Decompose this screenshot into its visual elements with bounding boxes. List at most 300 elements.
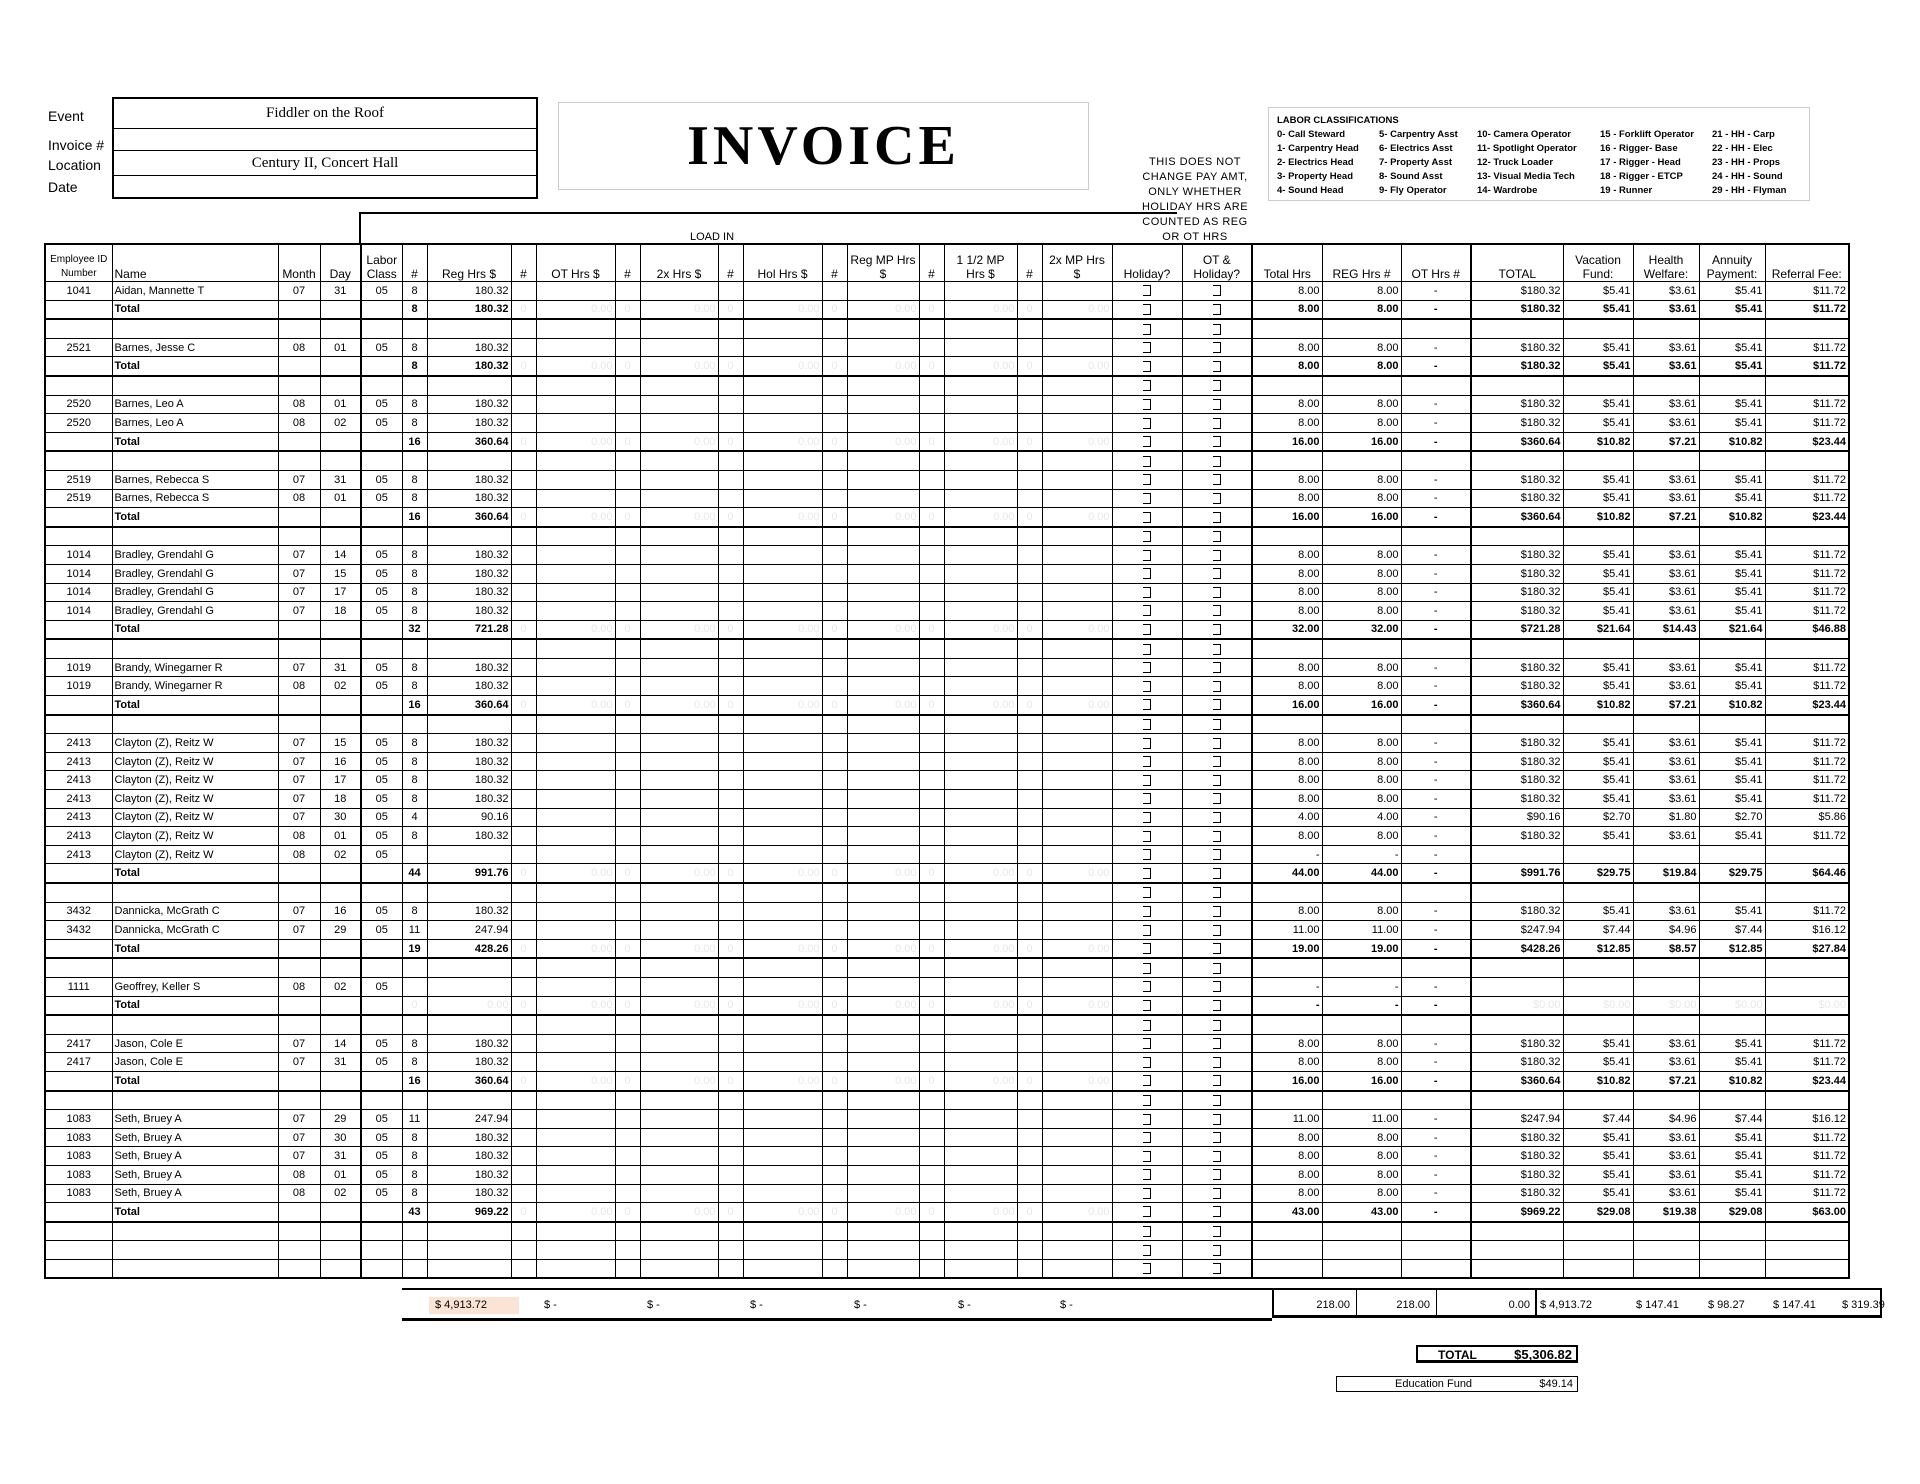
holiday-checkbox-icon[interactable] [1143, 812, 1151, 823]
holiday-checkbox-icon[interactable] [1143, 1206, 1151, 1217]
ot-holiday-checkbox-icon[interactable] [1213, 1188, 1221, 1199]
cell[interactable] [1182, 996, 1252, 1015]
cell[interactable] [1112, 527, 1182, 546]
cell [361, 883, 402, 902]
cell: 0 [718, 864, 743, 883]
location-value[interactable]: Century II, Concert Hall [114, 151, 536, 176]
cell: 8.00 [1252, 1184, 1322, 1203]
ot-holiday-checkbox-icon[interactable] [1213, 418, 1221, 429]
cell[interactable] [1182, 790, 1252, 809]
cell[interactable] [1182, 300, 1252, 319]
holiday-checkbox-icon[interactable] [1143, 1188, 1151, 1199]
cell[interactable] [1112, 1184, 1182, 1203]
cell[interactable] [1182, 1147, 1252, 1166]
holiday-checkbox-icon[interactable] [1143, 285, 1151, 296]
cell[interactable] [1112, 1222, 1182, 1241]
cell [640, 1053, 718, 1072]
ot-holiday-checkbox-icon[interactable] [1213, 963, 1221, 974]
holiday-checkbox-icon[interactable] [1143, 644, 1151, 655]
cell[interactable] [1112, 1015, 1182, 1034]
holiday-checkbox-icon[interactable] [1143, 587, 1151, 598]
holiday-checkbox-icon[interactable] [1143, 380, 1151, 391]
ot-holiday-checkbox-icon[interactable] [1213, 399, 1221, 410]
cell [822, 1184, 847, 1203]
cell: $11.72 [1765, 395, 1849, 414]
cell: Clayton (Z), Reitz W [112, 752, 278, 771]
cell[interactable] [1182, 1259, 1252, 1278]
holiday-checkbox-icon[interactable] [1143, 868, 1151, 879]
cell[interactable] [1112, 1203, 1182, 1222]
ot-holiday-checkbox-icon[interactable] [1213, 1095, 1221, 1106]
cell: - [1401, 282, 1471, 301]
cell[interactable] [1182, 1110, 1252, 1129]
holiday-checkbox-icon[interactable] [1143, 1151, 1151, 1162]
cell [615, 282, 640, 301]
holiday-checkbox-icon[interactable] [1143, 493, 1151, 504]
holiday-checkbox-icon[interactable] [1143, 531, 1151, 542]
cell: $11.72 [1765, 583, 1849, 602]
cell [847, 338, 919, 357]
holiday-checkbox-icon[interactable] [1143, 1226, 1151, 1237]
cell[interactable] [1182, 602, 1252, 621]
holiday-checkbox-icon[interactable] [1143, 512, 1151, 523]
ot-holiday-checkbox-icon[interactable] [1213, 436, 1221, 447]
ot-holiday-checkbox-icon[interactable] [1213, 1000, 1221, 1011]
cell: 08 [278, 827, 320, 846]
cell [718, 808, 743, 827]
cell[interactable] [1112, 696, 1182, 715]
ot-holiday-checkbox-icon[interactable] [1213, 1020, 1221, 1031]
holiday-checkbox-icon[interactable] [1143, 324, 1151, 335]
cell[interactable] [1182, 432, 1252, 451]
cell[interactable] [1182, 921, 1252, 940]
ot-holiday-checkbox-icon[interactable] [1213, 812, 1221, 823]
cell [1042, 1015, 1112, 1034]
cell[interactable] [1182, 1184, 1252, 1203]
cell[interactable] [1182, 282, 1252, 301]
cell[interactable] [1112, 564, 1182, 583]
cell[interactable] [1112, 715, 1182, 734]
ot-holiday-checkbox-icon[interactable] [1213, 1245, 1221, 1256]
holiday-checkbox-icon[interactable] [1143, 1114, 1151, 1125]
cell: 31 [320, 282, 361, 301]
ot-holiday-checkbox-icon[interactable] [1213, 304, 1221, 315]
cell[interactable] [1182, 451, 1252, 470]
cell[interactable] [1112, 752, 1182, 771]
cell[interactable] [1182, 338, 1252, 357]
cell [511, 921, 536, 940]
cell[interactable] [1182, 564, 1252, 583]
holiday-checkbox-icon[interactable] [1143, 699, 1151, 710]
holiday-checkbox-icon[interactable] [1143, 1095, 1151, 1106]
ot-holiday-checkbox-icon[interactable] [1213, 474, 1221, 485]
cell[interactable] [1112, 1110, 1182, 1129]
holiday-checkbox-icon[interactable] [1143, 906, 1151, 917]
cell[interactable] [1182, 771, 1252, 790]
cell: 0 [1017, 508, 1042, 527]
ot-holiday-checkbox-icon[interactable] [1213, 531, 1221, 542]
cell[interactable] [1112, 1071, 1182, 1090]
cell: - [1401, 1110, 1471, 1129]
cell[interactable] [1112, 827, 1182, 846]
cell: $5.41 [1563, 470, 1633, 489]
cell[interactable] [1182, 696, 1252, 715]
cell[interactable] [1112, 432, 1182, 451]
holiday-checkbox-icon[interactable] [1143, 662, 1151, 673]
labor-class-column [1712, 128, 1802, 198]
cell[interactable] [1182, 1241, 1252, 1260]
cell: 2520 [45, 414, 112, 433]
cell[interactable] [1112, 845, 1182, 864]
cell[interactable] [1182, 1128, 1252, 1147]
ot-holiday-checkbox-icon[interactable] [1213, 943, 1221, 954]
holiday-checkbox-icon[interactable] [1143, 738, 1151, 749]
cell[interactable] [1112, 771, 1182, 790]
cell [640, 883, 718, 902]
cell[interactable] [1182, 1091, 1252, 1110]
cell[interactable] [1112, 658, 1182, 677]
cell[interactable] [1112, 357, 1182, 376]
ot-holiday-checkbox-icon[interactable] [1213, 550, 1221, 561]
cell [320, 300, 361, 319]
cell[interactable] [1182, 546, 1252, 565]
holiday-checkbox-icon[interactable] [1143, 887, 1151, 898]
cell[interactable] [1112, 808, 1182, 827]
ot-holiday-checkbox-icon[interactable] [1213, 1075, 1221, 1086]
cell [1042, 771, 1112, 790]
cell [743, 395, 822, 414]
cell: 8.00 [1322, 546, 1401, 565]
cell [1017, 1241, 1042, 1260]
cell: $247.94 [1471, 1110, 1563, 1129]
cell[interactable] [1112, 508, 1182, 527]
ot-holiday-checkbox-icon[interactable] [1213, 719, 1221, 730]
ot-holiday-checkbox-icon[interactable] [1213, 868, 1221, 879]
cell[interactable] [1112, 1259, 1182, 1278]
cell[interactable] [1112, 902, 1182, 921]
cell: $29.08 [1563, 1203, 1633, 1222]
cell[interactable] [1182, 583, 1252, 602]
cell[interactable] [1182, 620, 1252, 639]
cell: 8 [402, 357, 427, 376]
cell[interactable] [1182, 845, 1252, 864]
ot-holiday-checkbox-icon[interactable] [1213, 456, 1221, 467]
cell[interactable] [1182, 1165, 1252, 1184]
cell[interactable] [1112, 583, 1182, 602]
holiday-checkbox-icon[interactable] [1143, 436, 1151, 447]
cell[interactable] [1182, 1034, 1252, 1053]
cell [1017, 808, 1042, 827]
cell [615, 489, 640, 508]
holiday-checkbox-icon[interactable] [1143, 1000, 1151, 1011]
cell: 4 [402, 808, 427, 827]
cell [536, 1147, 615, 1166]
cell[interactable] [1112, 921, 1182, 940]
cell: - [1401, 658, 1471, 677]
cell: $64.46 [1765, 864, 1849, 883]
cell[interactable] [1182, 489, 1252, 508]
cell: 180.32 [427, 658, 511, 677]
cell[interactable] [1182, 376, 1252, 395]
cell: - [1401, 564, 1471, 583]
cell: 05 [361, 414, 402, 433]
cell[interactable] [1112, 734, 1182, 753]
ot-holiday-checkbox-icon[interactable] [1213, 285, 1221, 296]
cell[interactable] [1182, 808, 1252, 827]
holiday-checkbox-icon[interactable] [1143, 963, 1151, 974]
holiday-checkbox-icon[interactable] [1143, 474, 1151, 485]
cell[interactable] [1182, 715, 1252, 734]
cell [944, 1184, 1017, 1203]
holiday-checkbox-icon[interactable] [1143, 568, 1151, 579]
holiday-checkbox-icon[interactable] [1143, 756, 1151, 767]
cell[interactable] [1112, 489, 1182, 508]
ot-holiday-checkbox-icon[interactable] [1213, 775, 1221, 786]
cell: - [1401, 470, 1471, 489]
cell[interactable] [1182, 977, 1252, 996]
cell[interactable] [1112, 300, 1182, 319]
ot-holiday-checkbox-icon[interactable] [1213, 1206, 1221, 1217]
column-header: REG Hrs # [1322, 244, 1401, 282]
cell: 1014 [45, 564, 112, 583]
cell [944, 1053, 1017, 1072]
cell [511, 1147, 536, 1166]
invoice-number-value[interactable] [114, 129, 536, 151]
holiday-checkbox-icon[interactable] [1143, 719, 1151, 730]
cell [1401, 527, 1471, 546]
ot-holiday-checkbox-icon[interactable] [1213, 512, 1221, 523]
cell[interactable] [1112, 1165, 1182, 1184]
cell: $27.84 [1765, 939, 1849, 958]
cell [743, 977, 822, 996]
holiday-checkbox-icon[interactable] [1143, 831, 1151, 842]
holiday-checkbox-icon[interactable] [1143, 849, 1151, 860]
cell[interactable] [1182, 734, 1252, 753]
cell [718, 752, 743, 771]
summary-total: $ 4,913.72 [1540, 1299, 1592, 1311]
cell[interactable] [1112, 1091, 1182, 1110]
cell[interactable] [1182, 639, 1252, 658]
ot-holiday-checkbox-icon[interactable] [1213, 1114, 1221, 1125]
cell [1252, 1259, 1322, 1278]
cell [1017, 1165, 1042, 1184]
ot-holiday-checkbox-icon[interactable] [1213, 1038, 1221, 1049]
ot-holiday-checkbox-icon[interactable] [1213, 981, 1221, 992]
ot-holiday-checkbox-icon[interactable] [1213, 1057, 1221, 1068]
holiday-checkbox-icon[interactable] [1143, 342, 1151, 353]
cell[interactable] [1112, 602, 1182, 621]
holiday-checkbox-icon[interactable] [1143, 624, 1151, 635]
holiday-checkbox-icon[interactable] [1143, 943, 1151, 954]
holiday-checkbox-icon[interactable] [1143, 605, 1151, 616]
header-info-box [112, 97, 538, 199]
event-value[interactable]: Fiddler on the Roof [114, 99, 536, 129]
cell [944, 1165, 1017, 1184]
table-row [45, 752, 1849, 771]
cell[interactable] [1182, 319, 1252, 338]
table-row [45, 564, 1849, 583]
cell[interactable] [1182, 1053, 1252, 1072]
cell[interactable] [1182, 658, 1252, 677]
ot-holiday-checkbox-icon[interactable] [1213, 493, 1221, 504]
cell[interactable] [1112, 451, 1182, 470]
ot-holiday-checkbox-icon[interactable] [1213, 831, 1221, 842]
cell: $3.61 [1633, 752, 1699, 771]
cell [944, 583, 1017, 602]
cell[interactable] [1112, 790, 1182, 809]
cell: 0.00 [847, 357, 919, 376]
cell [944, 658, 1017, 677]
cell [1563, 845, 1633, 864]
cell: 07 [278, 1053, 320, 1072]
cell[interactable] [1112, 282, 1182, 301]
holiday-checkbox-icon[interactable] [1143, 456, 1151, 467]
cell[interactable] [1112, 677, 1182, 696]
cell[interactable] [1112, 1034, 1182, 1053]
cell[interactable] [1112, 414, 1182, 433]
cell [743, 715, 822, 734]
cell[interactable] [1112, 319, 1182, 338]
ot-holiday-checkbox-icon[interactable] [1213, 380, 1221, 391]
holiday-checkbox-icon[interactable] [1143, 1132, 1151, 1143]
cell[interactable] [1182, 1203, 1252, 1222]
ot-holiday-checkbox-icon[interactable] [1213, 605, 1221, 616]
holiday-checkbox-icon[interactable] [1143, 775, 1151, 786]
cell: 0.00 [944, 620, 1017, 639]
ot-holiday-checkbox-icon[interactable] [1213, 849, 1221, 860]
cell: $3.61 [1633, 489, 1699, 508]
ot-holiday-checkbox-icon[interactable] [1213, 1263, 1221, 1274]
holiday-checkbox-icon[interactable] [1143, 925, 1151, 936]
ot-holiday-checkbox-icon[interactable] [1213, 925, 1221, 936]
holiday-checkbox-icon[interactable] [1143, 1169, 1151, 1180]
ot-holiday-checkbox-icon[interactable] [1213, 887, 1221, 898]
holiday-checkbox-icon[interactable] [1143, 1263, 1151, 1274]
ot-holiday-checkbox-icon[interactable] [1213, 1169, 1221, 1180]
ot-holiday-checkbox-icon[interactable] [1213, 906, 1221, 917]
cell[interactable] [1182, 395, 1252, 414]
cell: $5.41 [1563, 677, 1633, 696]
cell [112, 451, 278, 470]
ot-holiday-checkbox-icon[interactable] [1213, 587, 1221, 598]
holiday-checkbox-icon[interactable] [1143, 418, 1151, 429]
cell[interactable] [1182, 527, 1252, 546]
cell[interactable] [1112, 620, 1182, 639]
cell[interactable] [1182, 939, 1252, 958]
ot-holiday-checkbox-icon[interactable] [1213, 738, 1221, 749]
cell [1765, 883, 1849, 902]
holiday-checkbox-icon[interactable] [1143, 981, 1151, 992]
cell: - [1401, 1071, 1471, 1090]
cell: 0 [511, 432, 536, 451]
cell[interactable] [1182, 752, 1252, 771]
ot-holiday-checkbox-icon[interactable] [1213, 624, 1221, 635]
cell [1699, 845, 1765, 864]
cell [944, 319, 1017, 338]
cell[interactable] [1112, 883, 1182, 902]
date-value[interactable] [114, 176, 536, 198]
cell[interactable] [1112, 338, 1182, 357]
ot-holiday-checkbox-icon[interactable] [1213, 568, 1221, 579]
ot-holiday-checkbox-icon[interactable] [1213, 644, 1221, 655]
cell[interactable] [1112, 546, 1182, 565]
cell[interactable] [1182, 883, 1252, 902]
holiday-checkbox-icon[interactable] [1143, 1038, 1151, 1049]
cell[interactable] [1112, 977, 1182, 996]
cell: $3.61 [1633, 827, 1699, 846]
cell[interactable] [1112, 470, 1182, 489]
cell [1401, 715, 1471, 734]
cell [1401, 319, 1471, 338]
ot-holiday-checkbox-icon[interactable] [1213, 1151, 1221, 1162]
holiday-checkbox-icon[interactable] [1143, 793, 1151, 804]
ot-holiday-checkbox-icon[interactable] [1213, 662, 1221, 673]
cell: 14 [320, 1034, 361, 1053]
holiday-checkbox-icon[interactable] [1143, 550, 1151, 561]
ot-holiday-checkbox-icon[interactable] [1213, 1226, 1221, 1237]
cell[interactable] [1182, 357, 1252, 376]
ot-holiday-checkbox-icon[interactable] [1213, 681, 1221, 692]
cell: 8 [402, 583, 427, 602]
cell[interactable] [1112, 639, 1182, 658]
cell[interactable] [1182, 1015, 1252, 1034]
cell[interactable] [1182, 902, 1252, 921]
cell[interactable] [1112, 996, 1182, 1015]
cell[interactable] [1182, 414, 1252, 433]
cell: 180.32 [427, 395, 511, 414]
ot-holiday-checkbox-icon[interactable] [1213, 1132, 1221, 1143]
cell [278, 620, 320, 639]
cell[interactable] [1182, 1071, 1252, 1090]
cell[interactable] [1112, 939, 1182, 958]
cell[interactable] [1112, 1053, 1182, 1072]
holiday-checkbox-icon[interactable] [1143, 1020, 1151, 1031]
ot-holiday-checkbox-icon[interactable] [1213, 324, 1221, 335]
cell[interactable] [1112, 1128, 1182, 1147]
cell[interactable] [1112, 1241, 1182, 1260]
cell[interactable] [1182, 508, 1252, 527]
cell[interactable] [1112, 376, 1182, 395]
invoice-table [44, 243, 1850, 1279]
ot-holiday-checkbox-icon[interactable] [1213, 699, 1221, 710]
cell[interactable] [1182, 677, 1252, 696]
holiday-checkbox-icon[interactable] [1143, 361, 1151, 372]
cell: $12.85 [1563, 939, 1633, 958]
cell[interactable] [1112, 958, 1182, 977]
holiday-checkbox-icon[interactable] [1143, 399, 1151, 410]
cell [320, 1091, 361, 1110]
holiday-checkbox-icon[interactable] [1143, 1057, 1151, 1068]
ot-holiday-checkbox-icon[interactable] [1213, 361, 1221, 372]
cell[interactable] [1182, 864, 1252, 883]
holiday-checkbox-icon[interactable] [1143, 1245, 1151, 1256]
cell[interactable] [1112, 864, 1182, 883]
cell[interactable] [1182, 958, 1252, 977]
holiday-checkbox-icon[interactable] [1143, 1075, 1151, 1086]
holiday-checkbox-icon[interactable] [1143, 304, 1151, 315]
cell[interactable] [1182, 827, 1252, 846]
ot-holiday-checkbox-icon[interactable] [1213, 756, 1221, 767]
cell [536, 1034, 615, 1053]
cell[interactable] [1182, 470, 1252, 489]
cell [1017, 658, 1042, 677]
cell[interactable] [1112, 395, 1182, 414]
cell[interactable] [1182, 1222, 1252, 1241]
holiday-checkbox-icon[interactable] [1143, 681, 1151, 692]
ot-holiday-checkbox-icon[interactable] [1213, 793, 1221, 804]
cell[interactable] [1112, 1147, 1182, 1166]
ot-holiday-checkbox-icon[interactable] [1213, 342, 1221, 353]
